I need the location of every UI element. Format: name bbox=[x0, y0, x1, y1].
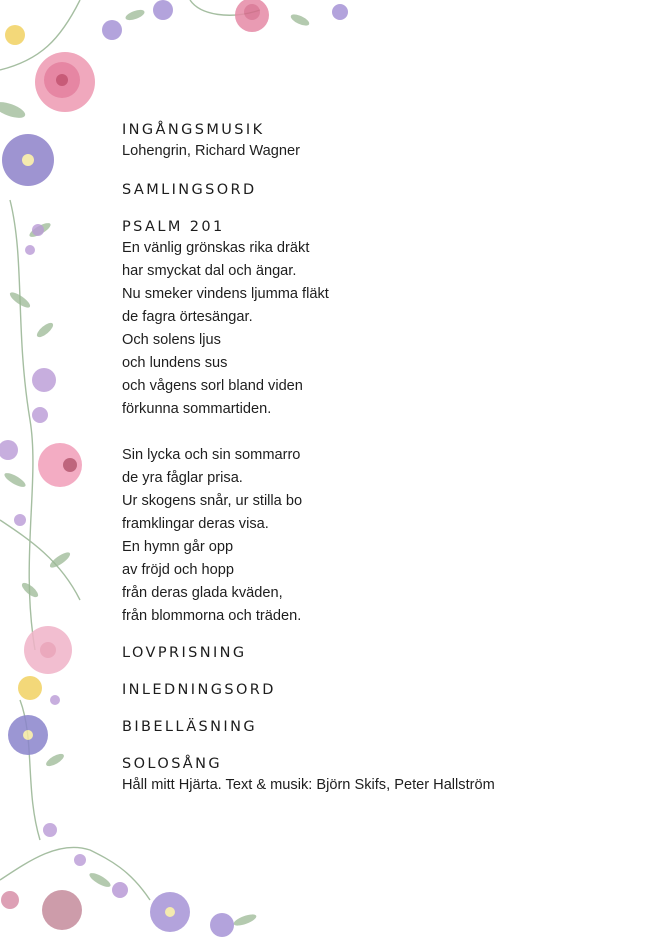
psalm-line: Ur skogens snår, ur stilla bo bbox=[122, 493, 303, 509]
psalm-line: från blommorna och träden. bbox=[122, 608, 302, 624]
psalm-line: En vänlig grönskas rika dräkt bbox=[122, 240, 310, 256]
psalm-line: de yra fåglar prisa. bbox=[122, 470, 243, 486]
solo-song-detail: Håll mitt Hjärta. Text & musik: Björn Skifs, Peter Hallström bbox=[122, 777, 495, 793]
psalm-line: Och solens ljus bbox=[122, 332, 221, 348]
solo-song-heading: SOLOSÅNG bbox=[122, 756, 222, 772]
psalm-line: framklingar deras visa. bbox=[122, 516, 269, 532]
bible-reading-heading: BIBELLÄSNING bbox=[122, 719, 257, 735]
psalm-line: och vågens sorl bland viden bbox=[122, 378, 303, 394]
entrance-music-heading: INGÅNGSMUSIK bbox=[122, 122, 265, 138]
psalm-line: förkunna sommartiden. bbox=[122, 401, 272, 417]
psalm-line: från deras glada kväden, bbox=[122, 585, 283, 601]
pink-flower-top bbox=[35, 52, 95, 112]
praise-heading: LOVPRISNING bbox=[122, 645, 247, 661]
psalm-stanza-1 bbox=[122, 237, 592, 421]
entrance-music-detail: Lohengrin, Richard Wagner bbox=[122, 143, 300, 159]
psalm-line: de fagra örtesängar. bbox=[122, 309, 253, 325]
psalm-line: En hymn går opp bbox=[122, 539, 234, 555]
psalm-line: Nu smeker vindens ljumma fläkt bbox=[122, 286, 329, 302]
psalm-line: Sin lycka och sin sommarro bbox=[122, 447, 301, 463]
psalm-line: har smyckat dal och ängar. bbox=[122, 263, 297, 279]
psalm-line: och lundens sus bbox=[122, 355, 228, 371]
psalm-heading: PSALM 201 bbox=[122, 219, 225, 235]
psalm-stanza-2 bbox=[122, 444, 592, 628]
introductory-words-heading: INLEDNINGSORD bbox=[122, 682, 276, 698]
order-of-service bbox=[122, 120, 592, 797]
psalm-line: av fröjd och hopp bbox=[122, 562, 234, 578]
gathering-words-heading: SAMLINGSORD bbox=[122, 182, 257, 198]
